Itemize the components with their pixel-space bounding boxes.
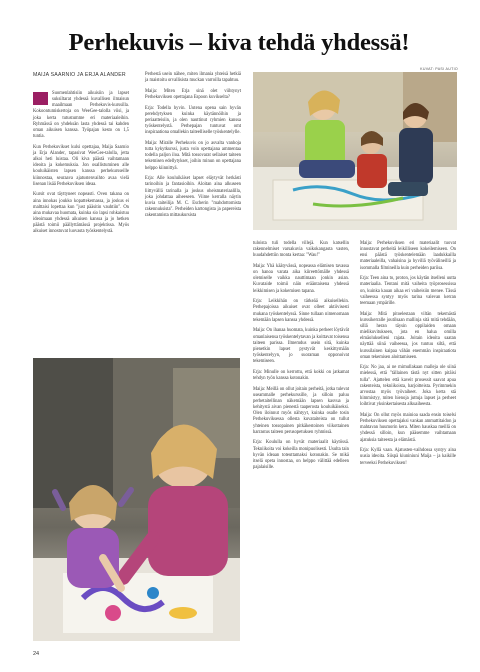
paragraph [33, 91, 129, 140]
paragraph: tuloista tuli todella villejä. Kun katsellin rakennelmiset varsakuvia vaikokangasta vasten, huudahdettiin monta kertaa: "Wau!" [253, 241, 349, 259]
paragraph: Maija: Miralle Perhekuvis on jo asvalta vanhoja tutta kykytkurssi, justa voin opettajana ammentaa todella paljon iloa. Mitä tossovarat sellaiset taiteen tekemisen edellytykset, joihin minun on opettajana helppo kiinnittyä. [145, 140, 241, 171]
paragraph: Maija: Miten Erja sinä olet viihtynyt Perhekuviksen opettajana Espoon kuvikselta? [145, 88, 241, 100]
paragraph: Kun Perhekuvikset kulsi opettajaa, Maija Saarnio ja Erja Alander, tapasivat WeeGee-talolla, jetta alkoi heti luistaa. Oli kiva päästä vaihtamaan ideoita ja kokemuksia. Jon osallistuminen alle kouluikäisten lapsen kanssa perhekursseille kiinnostaa, seuraava ajatustenvaihto avaa vielä lisenan lisää Perhekuviksen ideaa. [33, 144, 129, 187]
text-column-4 [360, 241, 456, 471]
paragraph: Kursit ovat täyttyneet nopeasti. Oven takana on aina innokas joukko kopattekemassa, ja joskus ei malttaisi lopettaa kun "just pääsitin vauhtiin". On aina mukavaa huomata, kuinka sio lapsi rohkaistuu ideoimaan yhdessä aikuisen kanssa ja jo hetken päästä toimii päällyttämässä projektissa. Myös aikuiset innostuvat luovasta työskentelystä. [33, 192, 129, 235]
paragraph-text: Suomenlahtisiin aikuisiin ja lapset suksiltarat yhdessä kuvallisen ilmaisun maailmaan Perhekuvis-kurssilla. Kokoontumiskertoja on WeeGee-talolla viisi, ja joka kerta tutustumme eri materiaaleihin. Ryhmässä on yhdeksän lasta yhdessä tai kahden oman aikuisen kanssa. Työpajan kesto on 1,5 tuntia. [33, 91, 129, 140]
paragraph: Erja: Alle kouluikäiset lapset eläytyvät herkästi tarinoihin ja fantasioihin. Aloitan aina alkuseen liittyvällä tarinalla ja joskus oheismateriaalilla, joka johdattaa aiheeseen. Viime kerralla näytin kuvia taiteilija M. C. Escherin "mahdottomista rakennuksista". Perheiden kartongista ja papereista rakentamista mittaukursista [145, 176, 241, 219]
paragraph: Maija: On ihanaa huomata, kuinka perheet löytävät omanlaisensa työskentelytavan ja koittavat toisensa taiteen parissa. Ilmemdus usein sitä, kuinka pienetkin lapset pystyvät keskittymään työskentelyyn, jo suoraman opponoivat tekemiseen. [253, 328, 349, 365]
photo-credit: KUVAT: PASI AUTIO [420, 67, 458, 71]
paragraph: Erja: Todella hyvin. Uutena opena sain hyvän perehdytyksen kuinka käytännöihin ja periaatteisiin, ja olen nauttinut ryhmien kanssa työskentelystä. Perhepajan tuntuvat omt inspiraationa omallekin taiteelliselle työskentelylle. [145, 105, 241, 136]
text-column-2 [145, 72, 241, 224]
paragraph: Erja: Koululla on hyvät materiaalit käytössä. Tekniikoita voi kokeilla monipuolisesti. Usulta tain hyvän ideaan toteuttamaksi kotonakin. Se mikä itselä opeta innostaa, on helppo välittää edelleen pajalaisille. [253, 440, 349, 470]
paragraph: Erja: Leikkihän on tärkeää aikuisellekin. Perhepajoissa aikuiset ovat olleet aktiivisesti mukana työskentelyssä. Sinne tullaan nimenomaan tekemään lapsen kanssa yhdessä. [253, 299, 349, 323]
paragraph: Erja: Teen aina to, proton, jos käytän itselleni uutta materiaalia. Tentani mitä vaiheita työprosessissa on, kuinka kauan aikaa eri vaiheisiin menee. Tässä vaiheessa syntyy myös tarina valevan kerran teemaan ympärille. [360, 276, 456, 306]
article-headline: Perhekuvis – kiva tehdä yhdessä! [68, 29, 410, 56]
dropcap-block [33, 92, 48, 105]
text-column-3 [253, 241, 349, 476]
text-column-1 [33, 91, 129, 240]
paragraph: Erja: Minulle on kerrottu, että kokki on jatkamat tehdyn työn kanssa kotonakin. [253, 369, 349, 381]
paragraph: Erja: No jaa, ai ne mimullakaan malleja ole siinä mielessä, että "tällainen tästä nyt sitten pitäisi tulla". Ajattelen että kaveit prosessit saavat apua rakenteista, tekniikoista, harjoitteista. Pyrimmekin arvostaa myös työvaiheet. Joka kerta stä himmistyy, miten hienoja juttuja lapset ja perheet loihtivat yksinkertaisesta alkuaiheesta. [360, 365, 456, 408]
photo-top-illustration [253, 72, 457, 230]
page-number: 24 [33, 651, 40, 657]
paragraph: Erja: Kyllä vaan. Ajatusten-vaihdossa syntyy aina uusia ideoita. Siispä kiuniniuni Maija – ja kaikille terveeksi Perhekuviksen! [360, 448, 456, 466]
paragraph: Maija: Mitä pitoelestaan viltän tekemästä kurssikerralle joutilsaan mallinja sitä mitä tehdään, sillä heran täysin oppilaiden omaan mielikuvitukseen, jota en halua omilla elmäolukselleni rajata. Joitain ideoita saatan näyttää siinä vaiheessa, jos tuntuu siltä, että kurssilainen kaipaa vähän enemmän inspiraatiota oman tekemisen aloittamiseen. [360, 311, 456, 360]
paragraph: Perhestä usein nähee, miten ilmania yhteisä hetkiä ja maistoitu orvallisista muckan varroilla tapahtuu. [145, 72, 241, 84]
photo-main [33, 358, 240, 641]
photo-top [253, 72, 457, 230]
paragraph: Maija: Yhä käätyvässä, nopeassa elämisen tavassa on hanoa varata aika kiireettömälle yhdessä olemiselle vaikka nauttimaan jonkin asian. Kuvataide toimii näin erääntaisena yhdessä leikkimisen ja kokemisen tapana. [253, 263, 349, 294]
photo-main-illustration [33, 358, 240, 641]
article-authors: MAIJA SAARNIO JA ERJA ALANDER [33, 72, 126, 78]
paragraph: Maija: Perhekuviksen eri materiaalit tuovat innostavat perheitä leikilliseen kokeilemiseen. On ensi päästä työskentelemään laadukkailla materiaaleilla, vahaisina ja hyvillä työvälineillä ja isommalla filmineilla kuin perheiden pariisa. [360, 241, 456, 271]
paragraph: Maija: Meillä on ollut joitain perheitä, jotka tulevat useammalle perhekurssille, ja silloin paluu perhetaitellinan näkemään lapsen kasvua ja kehitystä aivan pienestä taaperosta kouluikäiseksi. Olen iloinnut myös nähtyyt, kuinka osalle tosin Perhekuviksessa ollesta kuvataiteista on tullut yhteinen tossopainen pitkäkestoinen viikottainen harrastus taiteen perusopetuksen ryhmissä. [253, 386, 349, 435]
paragraph: Maija: On ollut myös mainioa saada ensin toiselsi Perhekuviksen opettajaksi vankan ammattitaidon ja mahtavan huumorin kera. Miten hauskaa meillä on yhdessä silloin, kun pääsemme vaihtamaan ajatuksia taiteesta ja elämästä. [360, 412, 456, 443]
